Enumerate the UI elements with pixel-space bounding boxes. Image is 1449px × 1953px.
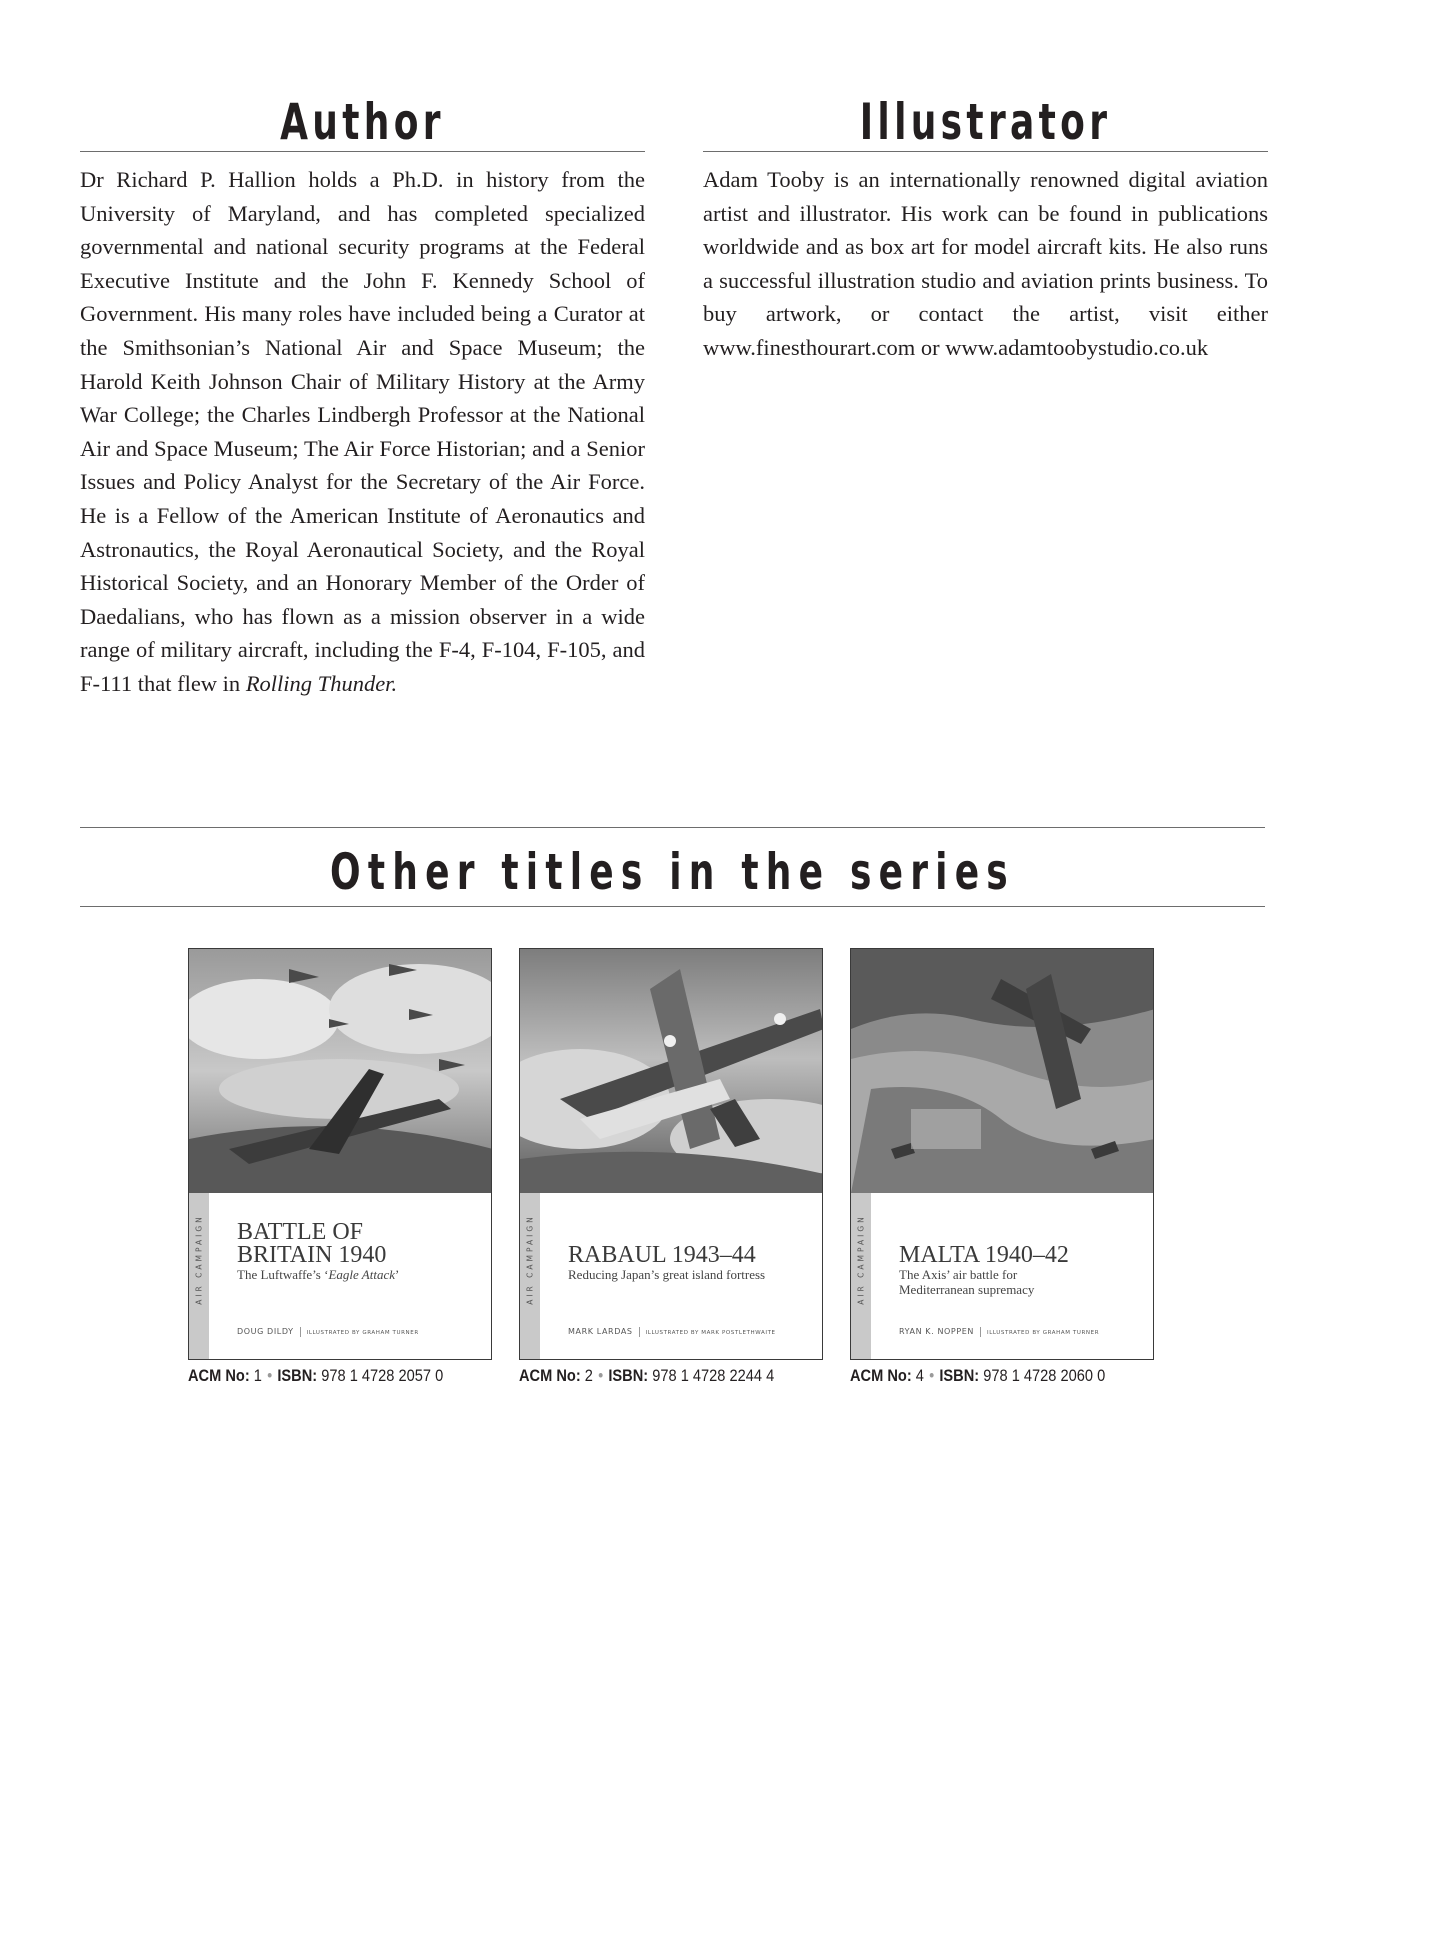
- cover-spine: AIR CAMPAIGN: [189, 1193, 209, 1359]
- book-author: MARK LARDAS: [568, 1327, 633, 1336]
- book-credits: [237, 1327, 487, 1337]
- book-caption-rabaul: ACM No: 2 • ISBN: 978 1 4728 2244 4: [519, 1366, 775, 1385]
- book-caption-malta: ACM No: 4 • ISBN: 978 1 4728 2060 0: [850, 1366, 1106, 1385]
- book-title: RABAUL 1943–44: [568, 1242, 756, 1268]
- book-subtitle: The Luftwaffe’s ‘Eagle Attack’: [237, 1267, 400, 1282]
- book-author: RYAN K. NOPPEN: [899, 1327, 975, 1336]
- illustrator-heading: Illustrator: [859, 93, 1112, 151]
- cover-spine: AIR CAMPAIGN: [520, 1193, 540, 1359]
- author-heading: Author: [280, 93, 445, 151]
- illustrator-heading-rule: [703, 151, 1268, 152]
- cover-art-malta: [851, 949, 1153, 1193]
- author-heading-rule: [80, 151, 645, 152]
- illustrator-bio: Adam Tooby is an internationally renowned digital aviation artist and illustrator. His work can be found in publications worldwide and as box art for model aircraft kits. He also runs a successful illustration studio and aviation prints business. To buy artwork, or contact the artist, visit either www.finesthourart.com or www.adamtoobystudio.co.uk: [703, 167, 1268, 360]
- book-subtitle: The Axis’ air battle for Mediterranean supremacy: [899, 1267, 1035, 1297]
- book-illustrator: ILLUSTRATED BY GRAHAM TURNER: [306, 1330, 419, 1336]
- book-subtitle: Reducing Japan’s great island fortress: [568, 1267, 766, 1282]
- book-cover-rabaul[interactable]: [519, 948, 823, 1360]
- author-bio-italic: Rolling Thunder.: [245, 670, 398, 696]
- book-caption-battle-of-britain: ACM No: 1 • ISBN: 978 1 4728 2057 0: [188, 1366, 444, 1385]
- series-top-rule: [80, 827, 1265, 828]
- book-illustrator: ILLUSTRATED BY MARK POSTLETHWAITE: [645, 1330, 776, 1336]
- cover-spine: AIR CAMPAIGN: [851, 1193, 871, 1359]
- book-title: MALTA 1940–42: [899, 1242, 1069, 1268]
- book-author: DOUG DILDY: [237, 1327, 294, 1336]
- cover-art-battle-of-britain: [189, 949, 491, 1193]
- book-title: BATTLE OF BRITAIN 1940: [237, 1219, 387, 1268]
- cover-art-rabaul: [520, 949, 822, 1193]
- book-cover-battle-of-britain[interactable]: [188, 948, 492, 1360]
- book-credits: [899, 1327, 1149, 1337]
- book-illustrator: ILLUSTRATED BY GRAHAM TURNER: [987, 1330, 1100, 1336]
- book-cover-malta[interactable]: [850, 948, 1154, 1360]
- series-bottom-rule: [80, 906, 1265, 907]
- series-heading: Other titles in the series: [330, 843, 1015, 901]
- book-credits: [568, 1327, 818, 1337]
- author-bio: Dr Richard P. Hallion holds a Ph.D. in history from the University of Maryland, and has completed specialized governmental and national security programs at the Federal Executive Institute and the John F. Kennedy School of Government. His many roles have included being a Curator at the Smithsonian’s National Air and Space Museum; the Harold Keith Johnson Chair of Military History at the Army War College; the Charles Lindbergh Professor at the National Air and Space Museum; The Air Force Historian; and a Senior Issues and Policy Analyst for the Secretary of the Air Force. He is a Fellow of the American Institute of Aeronautics and Astronautics, the Royal Aeronautical Society, and the Royal Historical Society, and an Honorary Member of the Order of Daedalians, who has flown as a mission observer in a wide range of military aircraft, including the F-4, F-104, F-105, and F-111 that flew in Rolling Thunder.: [80, 167, 645, 696]
